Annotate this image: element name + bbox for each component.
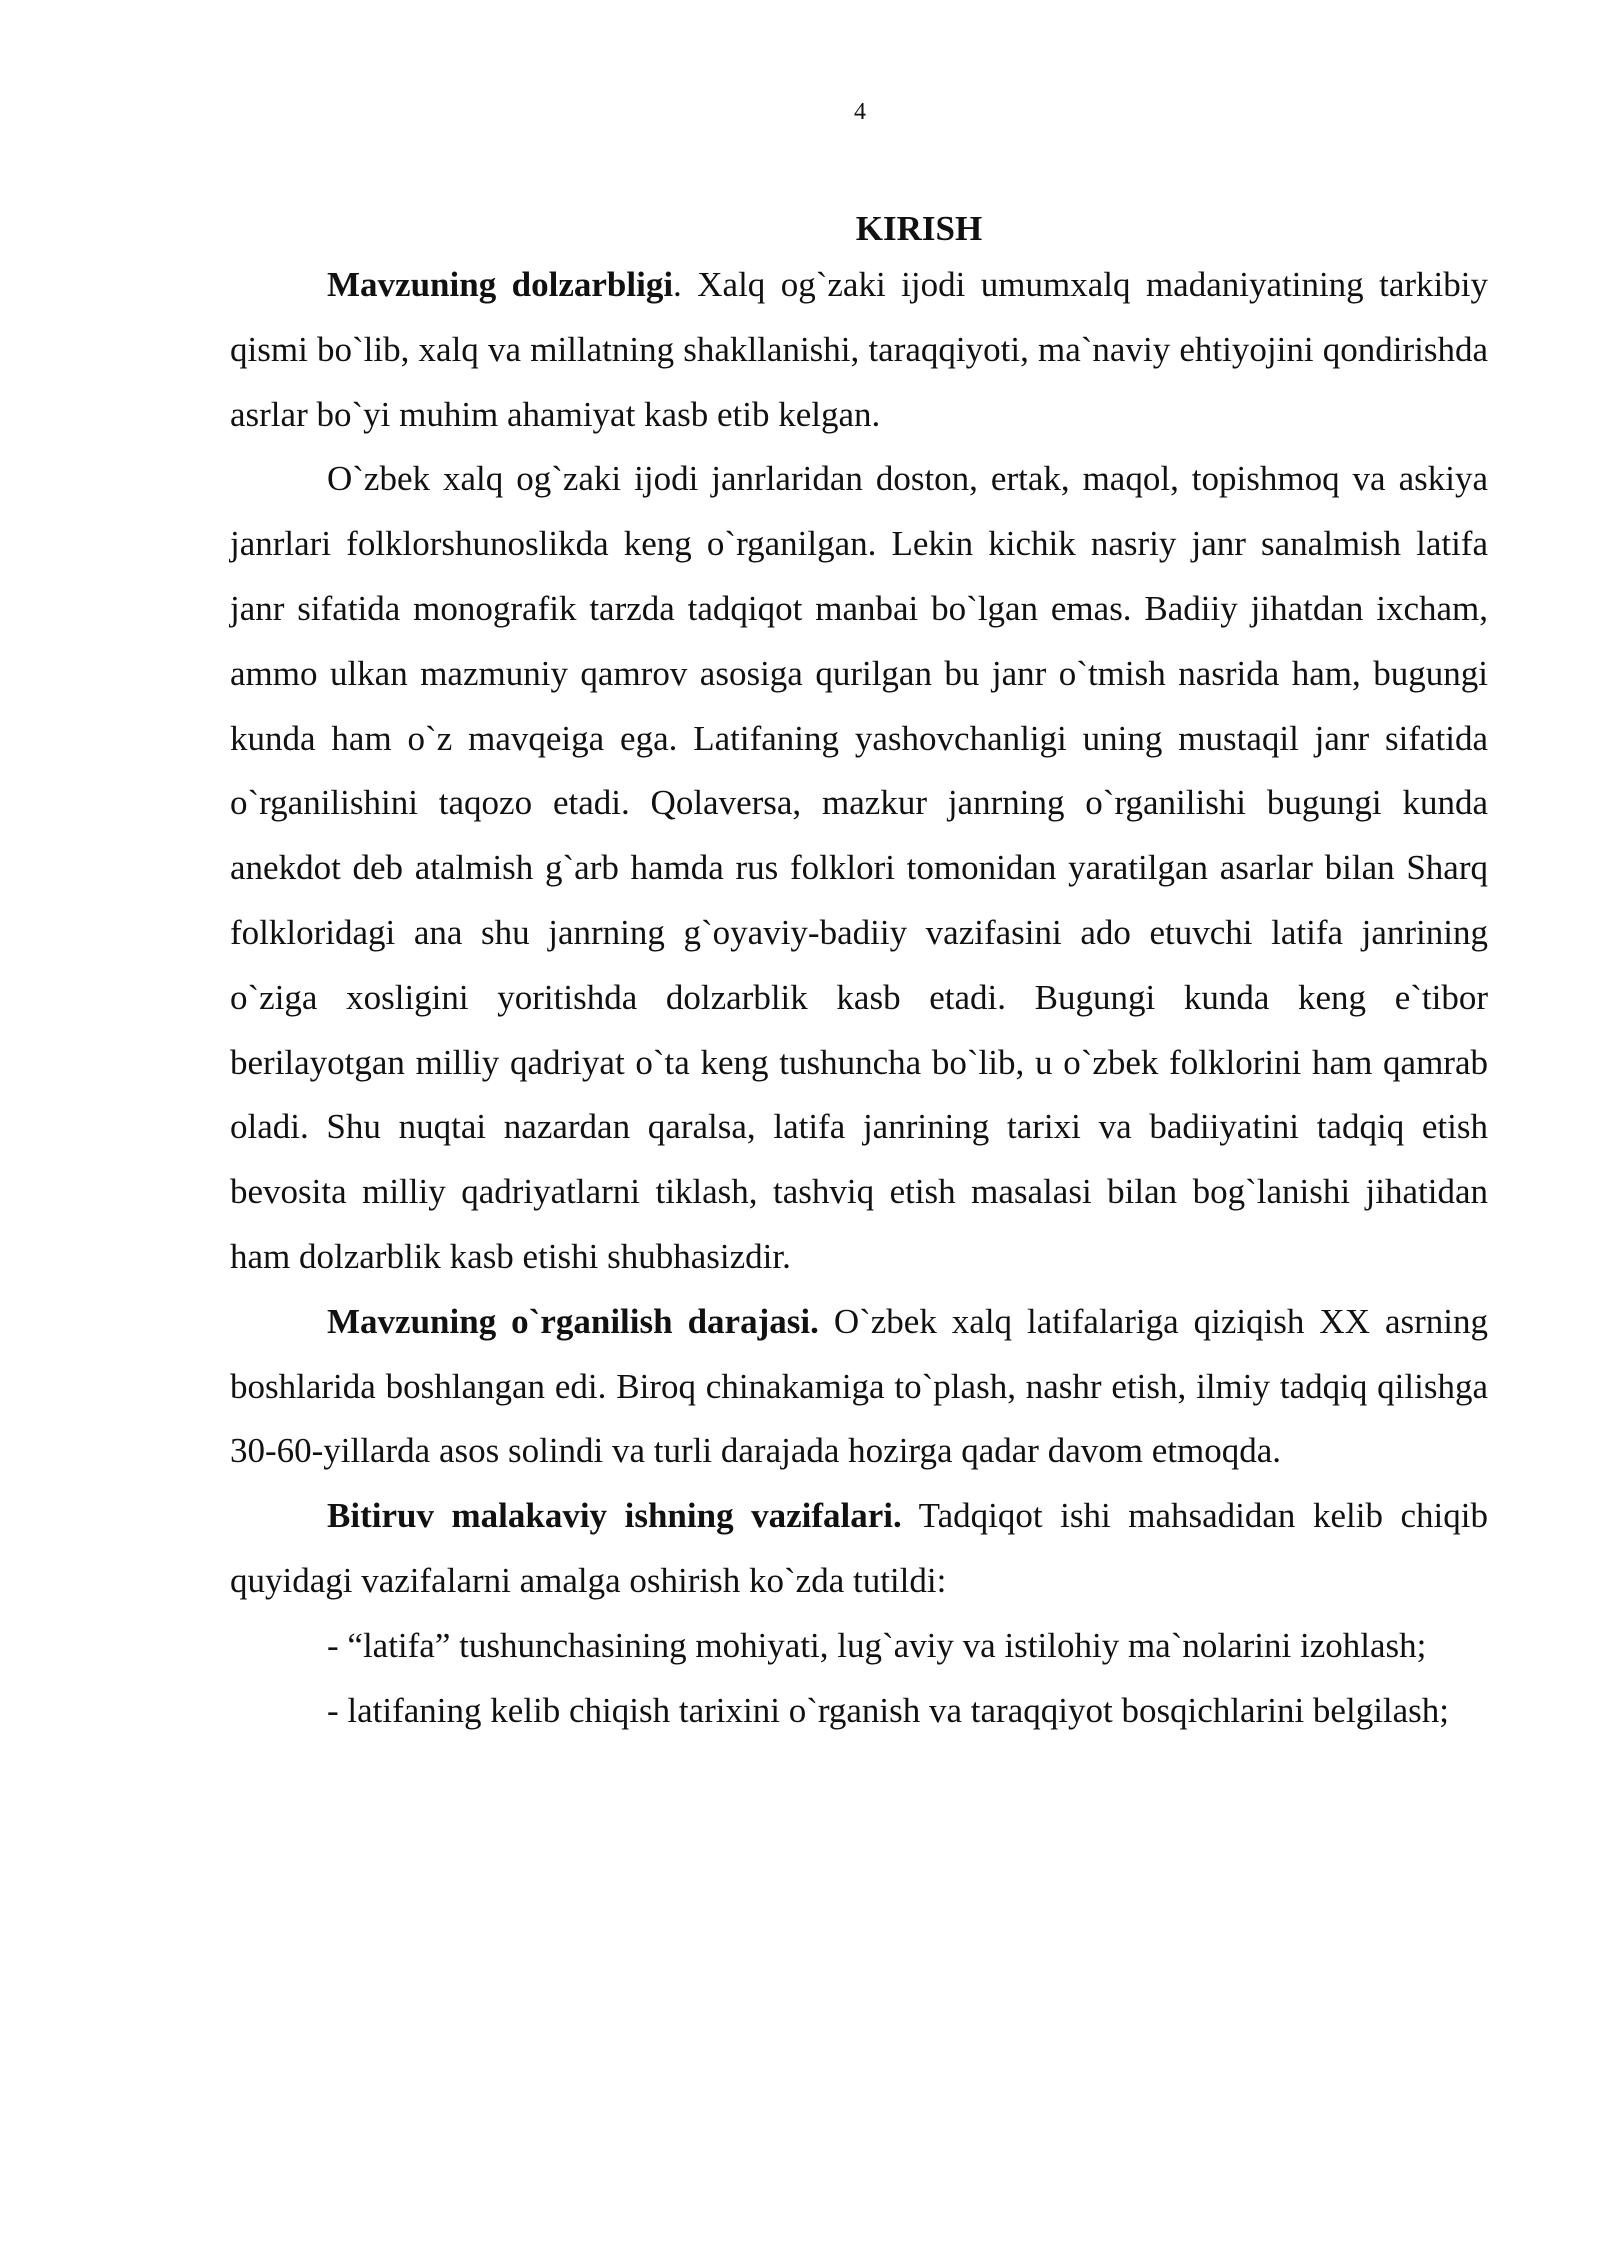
paragraph-text: . Xalq og`zaki ijodi umumxalq madaniyatining tarkibiy qismi bo`lib, xalq va millatning shakllanishi, taraqqiyoti, ma`naviy ehtiyojini qondirishda asrlar bo`yi muhim ahamiyat kasb etib kelgan. bbox=[230, 265, 1488, 434]
paragraph-genres bbox=[230, 447, 1488, 1289]
paragraph-text: O`zbek xalq og`zaki ijodi janrlaridan doston, ertak, maqol, topishmoq va askiya janrlari folklorshunoslikda keng o`rganilgan. Lekin kichik nasriy janr sanalmish latifa janr sifatida monografik tarzda tadqiqot manbai bo`lgan emas. Badiiy jihatdan ixcham, ammo ulkan mazmuniy qamrov asosiga qurilgan bu janr o`tmish nasrida ham, bugungi kunda ham o`z mavqeiga ega. Latifaning yashovchanligi uning mustaqil janr sifatida o`rganilishini taqozo etadi. Qolaversa, mazkur janrning o`rganilishi bugungi kunda anekdot deb atalmish g`arb hamda rus folklori tomonidan yaratilgan asarlar bilan Sharq folkloridagi ana shu janrning g`oyaviy-badiiy vazifasini ado etuvchi latifa janrining o`ziga xosligini yoritishda dolzarblik kasb etadi. Bugungi kunda keng e`tibor berilayotgan milliy qadriyat o`ta keng tushuncha bo`lib, u o`zbek folklorini ham qamrab oladi. Shu nuqtai nazardan qaralsa, latifa janrining tarixi va badiiyatini tadqiq etish bevosita milliy qadriyatlarni tiklash, tashviq etish masalasi bilan bog`lanishi jihatidan ham dolzarblik kasb etishi shubhasizdir. bbox=[230, 459, 1488, 1276]
paragraph-text: Tadqiqot ishi mahsadidan kelib chiqib quyidagi vazifalarni amalga oshirish ko`zda tutildi: bbox=[230, 1496, 1488, 1600]
list-item-text: - latifaning kelib chiqish tarixini o`rganish va taraqqiyot bosqichlarini belgilash; bbox=[327, 1690, 1450, 1730]
paragraph-tasks bbox=[230, 1484, 1488, 1614]
paragraph-lead: Mavzuning dolzarbligi bbox=[327, 265, 674, 304]
paragraph-study-level bbox=[230, 1290, 1488, 1484]
list-item-text: - “latifa” tushunchasining mohiyati, lug`aviy va istilohiy ma`nolarini izohlash; bbox=[327, 1625, 1427, 1665]
paragraph-lead: Mavzuning o`rganilish darajasi. bbox=[327, 1301, 819, 1341]
section-heading: KIRISH bbox=[855, 209, 983, 248]
list-item bbox=[230, 1679, 1488, 1744]
list-item bbox=[230, 1614, 1488, 1679]
paragraph-relevance bbox=[230, 253, 1488, 447]
paragraph-lead: Bitiruv malakaviy ishning vazifalari. bbox=[327, 1496, 902, 1536]
page-number: 4 bbox=[854, 99, 866, 125]
document-body bbox=[230, 205, 1488, 1743]
paragraph-text: O`zbek xalq latifalariga qiziqish XX asrning boshlarida boshlangan edi. Biroq chinakamiga to`plash, nashr etish, ilmiy tadqiq qilishga 30-60-yillarda asos solindi va turli darajada hozirga qadar davom etmoqda. bbox=[230, 1301, 1488, 1471]
